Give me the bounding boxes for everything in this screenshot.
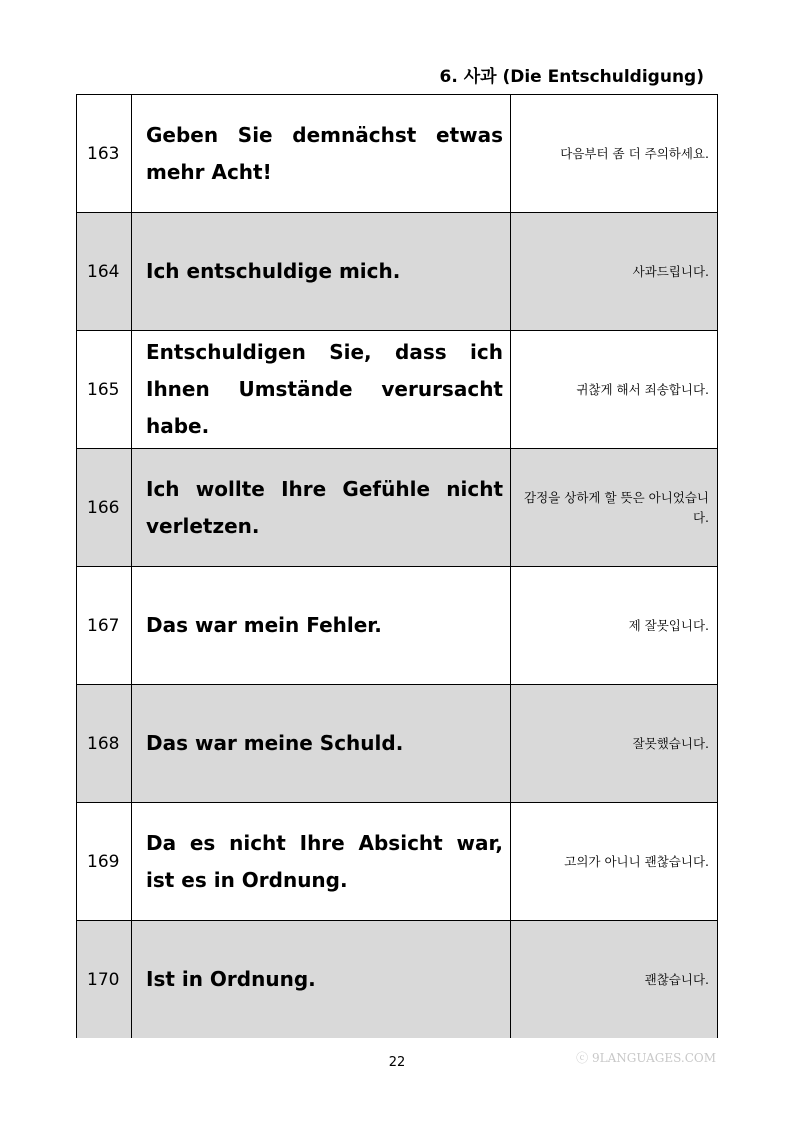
korean-translation: 귀찮게 해서 죄송합니다. [511,331,718,449]
row-number: 164 [77,213,132,331]
row-number: 165 [77,331,132,449]
german-phrase: Ist in Ordnung. [132,921,511,1039]
german-phrase: Geben Sie demnächst etwas mehr Acht! [132,95,511,213]
table-row [77,567,718,685]
table-row [77,331,718,449]
korean-translation: 사과드립니다. [511,213,718,331]
german-phrase: Das war meine Schuld. [132,685,511,803]
korean-translation: 잘못했습니다. [511,685,718,803]
page-title: 6. 사과 (Die Entschuldigung) [439,67,704,87]
korean-translation: 고의가 아니니 괜찮습니다. [511,803,718,921]
german-phrase: Ich wollte Ihre Gefühle nicht verletzen. [132,449,511,567]
table-row [77,449,718,567]
row-number: 163 [77,95,132,213]
korean-translation: 괜찮습니다. [511,921,718,1039]
table-row [77,95,718,213]
table-row [77,921,718,1039]
table-row [77,213,718,331]
german-phrase: Da es nicht Ihre Absicht war, ist es in Ordnung. [132,803,511,921]
row-number: 170 [77,921,132,1039]
korean-translation: 감정을 상하게 할 뜻은 아니었습니다. [511,449,718,567]
row-number: 168 [77,685,132,803]
korean-translation: 다음부터 좀 더 주의하세요. [511,95,718,213]
german-phrase: Das war mein Fehler. [132,567,511,685]
row-number: 169 [77,803,132,921]
row-number: 166 [77,449,132,567]
korean-translation: 제 잘못입니다. [511,567,718,685]
phrase-table [76,94,718,1038]
table-row [77,803,718,921]
german-phrase: Entschuldigen Sie, dass ich Ihnen Umstände verursacht habe. [132,331,511,449]
watermark: ⓒ 9LANGUAGES.COM [576,1051,716,1065]
table-row [77,685,718,803]
row-number: 167 [77,567,132,685]
page-number: 22 [388,1055,406,1070]
german-phrase: Ich entschuldige mich. [132,213,511,331]
